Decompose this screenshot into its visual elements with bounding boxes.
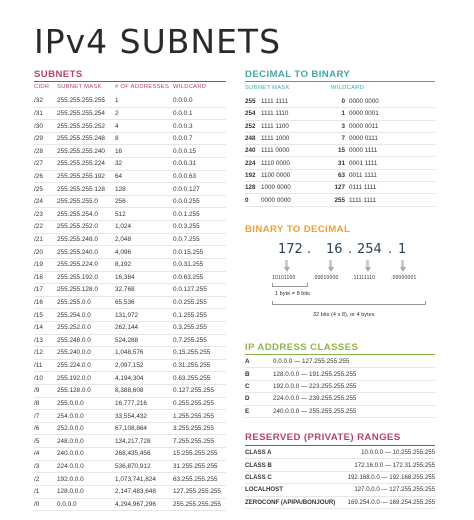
table-row xyxy=(245,393,435,405)
wildcard-decimal-cell: 63 xyxy=(337,171,345,179)
cidr-cell: /11 xyxy=(34,362,43,370)
arrow-down-icon xyxy=(328,267,334,272)
table-row xyxy=(34,335,226,348)
subnet-mask-cell: 254.0.0.0 xyxy=(57,412,84,420)
addresses-cell: 4,096 xyxy=(115,248,131,256)
mask-binary-cell: 1110 0000 xyxy=(261,159,290,167)
addresses-cell: 1,048,576 xyxy=(115,349,144,357)
reserved-table xyxy=(245,447,435,509)
mask-decimal-cell: 128 xyxy=(245,184,256,192)
byte-brace xyxy=(272,283,308,287)
mask-decimal-cell: 192 xyxy=(245,171,256,179)
wildcard-cell: 1.255.255.255 xyxy=(173,412,214,420)
wildcard-cell: 0.1.255.255 xyxy=(173,311,207,319)
table-row xyxy=(34,435,226,448)
octet-2: 16 xyxy=(326,242,343,257)
table-row xyxy=(245,96,435,108)
subnet-mask-cell: 255.254.0.0 xyxy=(57,311,91,319)
addresses-cell: 8,192 xyxy=(115,261,131,269)
reserved-range-cell: 172.16.0.0 — 172.31.255.255 xyxy=(354,461,435,469)
addresses-cell: 64 xyxy=(115,172,123,180)
wildcard-cell: 15.255.255.255 xyxy=(173,450,218,458)
subnet-mask-cell: 255.240.0.0 xyxy=(57,349,91,357)
mask-decimal-cell: 224 xyxy=(245,159,256,167)
mask-decimal-cell: 252 xyxy=(245,122,256,130)
subnet-mask-cell: 255.192.0.0 xyxy=(57,374,91,382)
table-row xyxy=(34,410,226,423)
class-range-cell: 224.0.0.0 — 239.255.255.255 xyxy=(273,395,357,403)
table-row xyxy=(245,497,435,509)
wildcard-decimal-cell: 1 xyxy=(341,110,345,118)
cidr-cell: /29 xyxy=(34,135,43,143)
cidr-cell: /14 xyxy=(34,324,43,332)
reserved-range-cell: 127.0.0.0 — 127.255.255.255 xyxy=(354,486,435,494)
table-row xyxy=(245,121,435,133)
wildcard-binary-cell: 0000 0111 xyxy=(349,135,378,143)
table-row xyxy=(245,406,435,418)
subnet-mask-cell: 255.252.0.0 xyxy=(57,324,91,332)
addresses-cell: 1,024 xyxy=(115,223,131,231)
addresses-cell: 1 xyxy=(115,97,119,105)
table-row xyxy=(34,158,226,171)
class-range-cell: 240.0.0.0 — 255.255.255.255 xyxy=(273,407,357,415)
table-row xyxy=(34,95,226,108)
table-row xyxy=(34,196,226,209)
wildcard-cell: 0.3.255.255 xyxy=(173,324,207,332)
subnet-mask-cell: 255.255.240.0 xyxy=(57,248,98,256)
total-brace xyxy=(272,301,426,305)
table-row xyxy=(245,356,435,368)
table-row xyxy=(34,108,226,121)
subnets-header-cidr: CIDR xyxy=(34,84,50,90)
subnet-mask-cell: 255.224.0.0 xyxy=(57,362,91,370)
arrow-down-icon xyxy=(365,267,371,272)
byte-note: 1 byte = 8 bits xyxy=(275,291,310,297)
wildcard-cell: 0.0.0.7 xyxy=(173,135,193,143)
d2b-header-mask: SUBNET MASK xyxy=(245,85,290,91)
subnet-mask-cell: 255.255.254.0 xyxy=(57,210,98,218)
subnet-mask-cell: 255.255.224.0 xyxy=(57,261,98,269)
d2b-title: DECIMAL TO BINARY xyxy=(245,69,351,80)
cidr-cell: /12 xyxy=(34,349,43,357)
cidr-cell: /25 xyxy=(34,185,43,193)
table-row xyxy=(245,459,435,471)
class-letter-cell: A xyxy=(245,358,250,366)
wildcard-cell: 0.0.0.0 xyxy=(173,97,193,105)
mask-decimal-cell: 240 xyxy=(245,147,256,155)
class-range-cell: 192.0.0.0 — 223.255.255.255 xyxy=(273,382,357,390)
class-letter-cell: C xyxy=(245,382,250,390)
wildcard-cell: 0.0.127.255 xyxy=(173,286,207,294)
wildcard-cell: 0.0.0.15 xyxy=(173,147,197,155)
addresses-cell: 4 xyxy=(115,122,119,130)
subnet-mask-cell: 255.255.255.248 xyxy=(57,135,105,143)
table-row xyxy=(34,372,226,385)
cidr-cell: /13 xyxy=(34,336,43,344)
class-range-cell: 128.0.0.0 — 191.255.255.255 xyxy=(273,370,357,378)
table-row xyxy=(34,398,226,411)
addresses-cell: 134,217,728 xyxy=(115,437,151,445)
arrow-down-icon xyxy=(284,267,290,272)
mask-binary-cell: 1111 0000 xyxy=(261,147,290,155)
table-row xyxy=(245,108,435,120)
subnet-mask-cell: 255.255.255.254 xyxy=(57,109,105,117)
reserved-range-cell: 192.168.0.0 — 192.168.255.255 xyxy=(347,473,435,481)
cidr-cell: /23 xyxy=(34,210,43,218)
bits-1: 10101100 xyxy=(272,275,296,281)
cidr-cell: /19 xyxy=(34,261,43,269)
wildcard-cell: 255.255.255.255 xyxy=(173,500,221,508)
wildcard-cell: 0.0.7.255 xyxy=(173,236,200,243)
cidr-cell: /2 xyxy=(34,475,40,483)
addresses-cell: 524,288 xyxy=(115,336,139,344)
table-row xyxy=(34,297,226,310)
reserved-name-cell: CLASS B xyxy=(245,461,272,469)
addresses-cell: 16 xyxy=(115,147,123,155)
wildcard-cell: 0.31.255.255 xyxy=(173,362,211,370)
wildcard-binary-cell: 0111 1111 xyxy=(349,184,377,192)
reserved-rule xyxy=(245,445,435,446)
table-row xyxy=(245,484,435,496)
octet-1: 172 xyxy=(278,242,303,257)
addresses-cell: 2,147,483,648 xyxy=(115,488,156,496)
subnet-mask-cell: 255.255.192.0 xyxy=(57,273,98,281)
table-row xyxy=(34,309,226,322)
table-row xyxy=(245,381,435,393)
table-row xyxy=(245,170,435,182)
d2b-table xyxy=(245,96,435,207)
mask-decimal-cell: 254 xyxy=(245,110,256,118)
cidr-cell: /20 xyxy=(34,248,43,256)
cidr-cell: /28 xyxy=(34,147,43,155)
octet-3: 254 xyxy=(357,242,382,257)
cidr-cell: /21 xyxy=(34,236,43,243)
table-row xyxy=(245,194,435,206)
table-row xyxy=(245,472,435,484)
mask-binary-cell: 1111 1000 xyxy=(261,135,290,143)
cidr-cell: /22 xyxy=(34,223,43,231)
subnet-mask-cell: 224.0.0.0 xyxy=(57,462,84,470)
addresses-cell: 33,554,432 xyxy=(115,412,147,420)
wildcard-binary-cell: 0000 1111 xyxy=(349,147,378,155)
d2b-header-wildcard: WILDCARD xyxy=(330,85,365,91)
table-row xyxy=(34,322,226,335)
table-row xyxy=(245,145,435,157)
wildcard-binary-cell: 0000 0011 xyxy=(349,122,379,130)
subnet-mask-cell: 255.255.252.0 xyxy=(57,223,98,231)
subnet-mask-cell: 255.255.255.0 xyxy=(57,198,98,206)
mask-binary-cell: 0000 0000 xyxy=(261,196,291,204)
wildcard-decimal-cell: 15 xyxy=(337,147,345,155)
addresses-cell: 2,048 xyxy=(115,236,131,243)
dot-1: . xyxy=(307,242,312,257)
addresses-cell: 128 xyxy=(115,185,126,193)
table-row xyxy=(34,473,226,486)
addresses-cell: 4,194,304 xyxy=(115,374,144,382)
table-row xyxy=(245,368,435,380)
wildcard-cell: 0.63.255.255 xyxy=(173,374,211,382)
total-note: 32 bits (4 x 8), or 4 bytes xyxy=(313,312,375,318)
subnet-mask-cell: 0.0.0.0 xyxy=(57,500,77,508)
cidr-cell: /1 xyxy=(34,488,40,496)
wildcard-decimal-cell: 0 xyxy=(341,98,345,106)
subnet-mask-cell: 255.0.0.0 xyxy=(57,399,84,407)
addresses-cell: 131,072 xyxy=(115,311,139,319)
class-letter-cell: D xyxy=(245,395,250,403)
cidr-cell: /18 xyxy=(34,273,43,281)
wildcard-decimal-cell: 3 xyxy=(341,122,345,130)
wildcard-binary-cell: 0011 1111 xyxy=(349,171,377,179)
mask-binary-cell: 1111 1100 xyxy=(261,122,289,130)
bits-3: .11111110 xyxy=(352,275,376,281)
wildcard-cell: 0.0.3.255 xyxy=(173,223,200,231)
mask-decimal-cell: 255 xyxy=(245,98,256,106)
wildcard-cell: 0.0.15.255 xyxy=(173,248,204,256)
addresses-cell: 8 xyxy=(115,135,119,143)
cidr-cell: /10 xyxy=(34,374,43,382)
addresses-cell: 16,384 xyxy=(115,273,135,281)
table-row xyxy=(34,385,226,398)
subnets-table xyxy=(34,95,226,511)
wildcard-cell: 0.15.255.255 xyxy=(173,349,211,357)
addresses-cell: 262,144 xyxy=(115,324,139,332)
cidr-cell: /31 xyxy=(34,109,43,117)
wildcard-cell: 0.0.0.127 xyxy=(173,185,200,193)
wildcard-cell: 0.127.255.255 xyxy=(173,387,214,395)
wildcard-cell: 0.0.0.1 xyxy=(173,109,193,117)
cidr-cell: /15 xyxy=(34,311,43,319)
addresses-cell: 32 xyxy=(115,160,123,168)
cidr-cell: /32 xyxy=(34,97,43,105)
addresses-cell: 67,108,864 xyxy=(115,425,147,433)
page-title: IPv4 SUBNETS xyxy=(34,22,282,61)
reserved-title: RESERVED (PRIVATE) RANGES xyxy=(245,432,401,443)
subnet-mask-cell: 128.0.0.0 xyxy=(57,488,84,496)
addresses-cell: 16,777,216 xyxy=(115,399,147,407)
reserved-name-cell: ZEROCONF (APIPA/BONJOUR) xyxy=(245,498,336,506)
wildcard-decimal-cell: 127 xyxy=(334,184,345,192)
table-row xyxy=(34,145,226,158)
subnet-mask-cell: 255.255.0.0 xyxy=(57,299,91,307)
arrow-down-icon xyxy=(400,267,406,272)
wildcard-cell: 0.0.63.255 xyxy=(173,273,204,281)
subnet-mask-cell: 248.0.0.0 xyxy=(57,437,84,445)
table-row xyxy=(34,423,226,436)
d2b-header xyxy=(245,85,435,91)
cidr-cell: /26 xyxy=(34,172,43,180)
class-letter-cell: E xyxy=(245,407,250,415)
bits-4: .00000001 xyxy=(391,275,417,281)
table-row xyxy=(34,221,226,234)
subnet-mask-cell: 255.255.255.128 xyxy=(57,185,105,193)
table-row xyxy=(34,272,226,285)
cidr-cell: /6 xyxy=(34,425,40,433)
wildcard-binary-cell: 1111 1111 xyxy=(349,196,376,204)
subnets-title: SUBNETS xyxy=(34,69,83,80)
subnet-mask-cell: 255.255.255.224 xyxy=(57,160,105,168)
table-row xyxy=(34,171,226,184)
wildcard-decimal-cell: 255 xyxy=(334,196,345,204)
cidr-cell: /3 xyxy=(34,462,40,470)
subnet-mask-cell: 255.255.255.240 xyxy=(57,147,105,155)
table-row xyxy=(34,183,226,196)
table-row xyxy=(34,347,226,360)
table-row xyxy=(34,486,226,499)
table-row xyxy=(34,360,226,373)
wildcard-decimal-cell: 7 xyxy=(341,135,345,143)
wildcard-cell: 0.0.0.3 xyxy=(173,122,193,130)
cidr-cell: /24 xyxy=(34,198,43,206)
cidr-cell: /17 xyxy=(34,286,43,294)
table-row xyxy=(34,284,226,297)
wildcard-cell: 0.0.0.31 xyxy=(173,160,197,168)
octet-4: 1 xyxy=(398,242,407,257)
addresses-cell: 512 xyxy=(115,210,126,218)
subnet-mask-cell: 192.0.0.0 xyxy=(57,475,84,483)
wildcard-cell: 127.255.255.255 xyxy=(173,488,221,496)
class-letter-cell: B xyxy=(245,370,250,378)
subnets-header-wildcard: WILDCARD xyxy=(173,84,207,90)
b2d-diagram xyxy=(245,238,435,310)
addresses-cell: 65,536 xyxy=(115,299,135,307)
subnets-rule xyxy=(34,81,226,82)
wildcard-binary-cell: 0000 0001 xyxy=(349,110,379,118)
addresses-cell: 268,435,456 xyxy=(115,450,151,458)
subnets-header-addresses: # OF ADDRESSES xyxy=(115,84,170,90)
subnet-mask-cell: 255.128.0.0 xyxy=(57,387,91,395)
subnet-mask-cell: 255.255.248.0 xyxy=(57,236,98,243)
table-row xyxy=(245,133,435,145)
cidr-cell: /16 xyxy=(34,299,43,307)
mask-binary-cell: 1000 0000 xyxy=(261,184,291,192)
mask-decimal-cell: 248 xyxy=(245,135,256,143)
addresses-cell: 1,073,741,824 xyxy=(115,475,156,483)
subnets-header-mask: SUBNET MASK xyxy=(57,84,102,90)
bits-2: .00010000 xyxy=(313,275,339,281)
table-row xyxy=(34,448,226,461)
table-row xyxy=(34,234,226,247)
subnet-mask-cell: 255.248.0.0 xyxy=(57,336,91,344)
table-row xyxy=(245,182,435,194)
cidr-cell: /4 xyxy=(34,450,40,458)
subnet-mask-cell: 255.255.255.192 xyxy=(57,172,105,180)
wildcard-cell: 3.255.255.255 xyxy=(173,425,214,433)
ip-classes-title: IP ADDRESS CLASSES xyxy=(245,342,359,353)
table-row xyxy=(34,259,226,272)
subnet-mask-cell: 240.0.0.0 xyxy=(57,450,84,458)
d2b-rule xyxy=(245,81,435,82)
cidr-cell: /9 xyxy=(34,387,40,395)
ip-classes-table xyxy=(245,356,435,418)
ip-classes-rule xyxy=(245,354,435,355)
subnets-header xyxy=(34,84,226,90)
cidr-cell: /30 xyxy=(34,122,43,130)
wildcard-cell: 0.7.255.255 xyxy=(173,336,207,344)
addresses-cell: 32,768 xyxy=(115,286,135,294)
subnet-mask-cell: 255.255.255.255 xyxy=(57,97,105,105)
table-row xyxy=(34,208,226,221)
reserved-name-cell: CLASS A xyxy=(245,449,272,457)
dot-3: . xyxy=(388,242,393,257)
wildcard-cell: 0.0.0.255 xyxy=(173,198,200,206)
wildcard-cell: 31.255.255.255 xyxy=(173,462,218,470)
addresses-cell: 2,097,152 xyxy=(115,362,144,370)
table-row xyxy=(34,461,226,474)
subnet-mask-cell: 252.0.0.0 xyxy=(57,425,84,433)
reserved-name-cell: CLASS C xyxy=(245,473,272,481)
reserved-range-cell: 169.254.0.0 — 169.254.255.255 xyxy=(347,498,435,506)
cidr-cell: /27 xyxy=(34,160,43,168)
wildcard-cell: 7.255.255.255 xyxy=(173,437,214,445)
cidr-cell: /0 xyxy=(34,500,40,508)
wildcard-cell: 63.255.255.255 xyxy=(173,475,218,483)
cidr-cell: /8 xyxy=(34,399,40,407)
dot-2: . xyxy=(348,242,353,257)
wildcard-cell: 0.0.31.255 xyxy=(173,261,204,269)
reserved-name-cell: LOCALHOST xyxy=(245,486,283,494)
mask-binary-cell: 1100 0000 xyxy=(261,171,291,179)
table-row xyxy=(34,120,226,133)
wildcard-cell: 0.255.255.255 xyxy=(173,399,214,407)
table-row xyxy=(34,499,226,512)
mask-binary-cell: 1111 1110 xyxy=(261,110,289,118)
cidr-cell: /7 xyxy=(34,412,40,420)
subnet-mask-cell: 255.255.128.0 xyxy=(57,286,98,294)
wildcard-cell: 0.0.1.255 xyxy=(173,210,200,218)
addresses-cell: 536,870,912 xyxy=(115,462,151,470)
table-row xyxy=(245,447,435,459)
table-row xyxy=(34,133,226,146)
cidr-cell: /5 xyxy=(34,437,40,445)
mask-binary-cell: 1111 1111 xyxy=(261,98,288,106)
addresses-cell: 4,294,967,296 xyxy=(115,500,156,508)
subnet-mask-cell: 255.255.255.252 xyxy=(57,122,105,130)
class-range-cell: 0.0.0.0 — 127.255.255.255 xyxy=(273,358,350,366)
wildcard-decimal-cell: 31 xyxy=(337,159,345,167)
wildcard-binary-cell: 0000 0000 xyxy=(349,98,379,106)
addresses-cell: 256 xyxy=(115,198,126,206)
addresses-cell: 8,388,608 xyxy=(115,387,144,395)
b2d-title: BINARY TO DECIMAL xyxy=(245,224,351,235)
wildcard-cell: 0.0.255.255 xyxy=(173,299,207,307)
table-row xyxy=(245,157,435,169)
addresses-cell: 2 xyxy=(115,109,119,117)
wildcard-cell: 0.0.0.63 xyxy=(173,172,197,180)
mask-decimal-cell: 0 xyxy=(245,196,249,204)
reserved-range-cell: 10.0.0.0 — 10.255.255.255 xyxy=(361,449,435,457)
table-row xyxy=(34,246,226,259)
wildcard-binary-cell: 0001 1111 xyxy=(349,159,378,167)
